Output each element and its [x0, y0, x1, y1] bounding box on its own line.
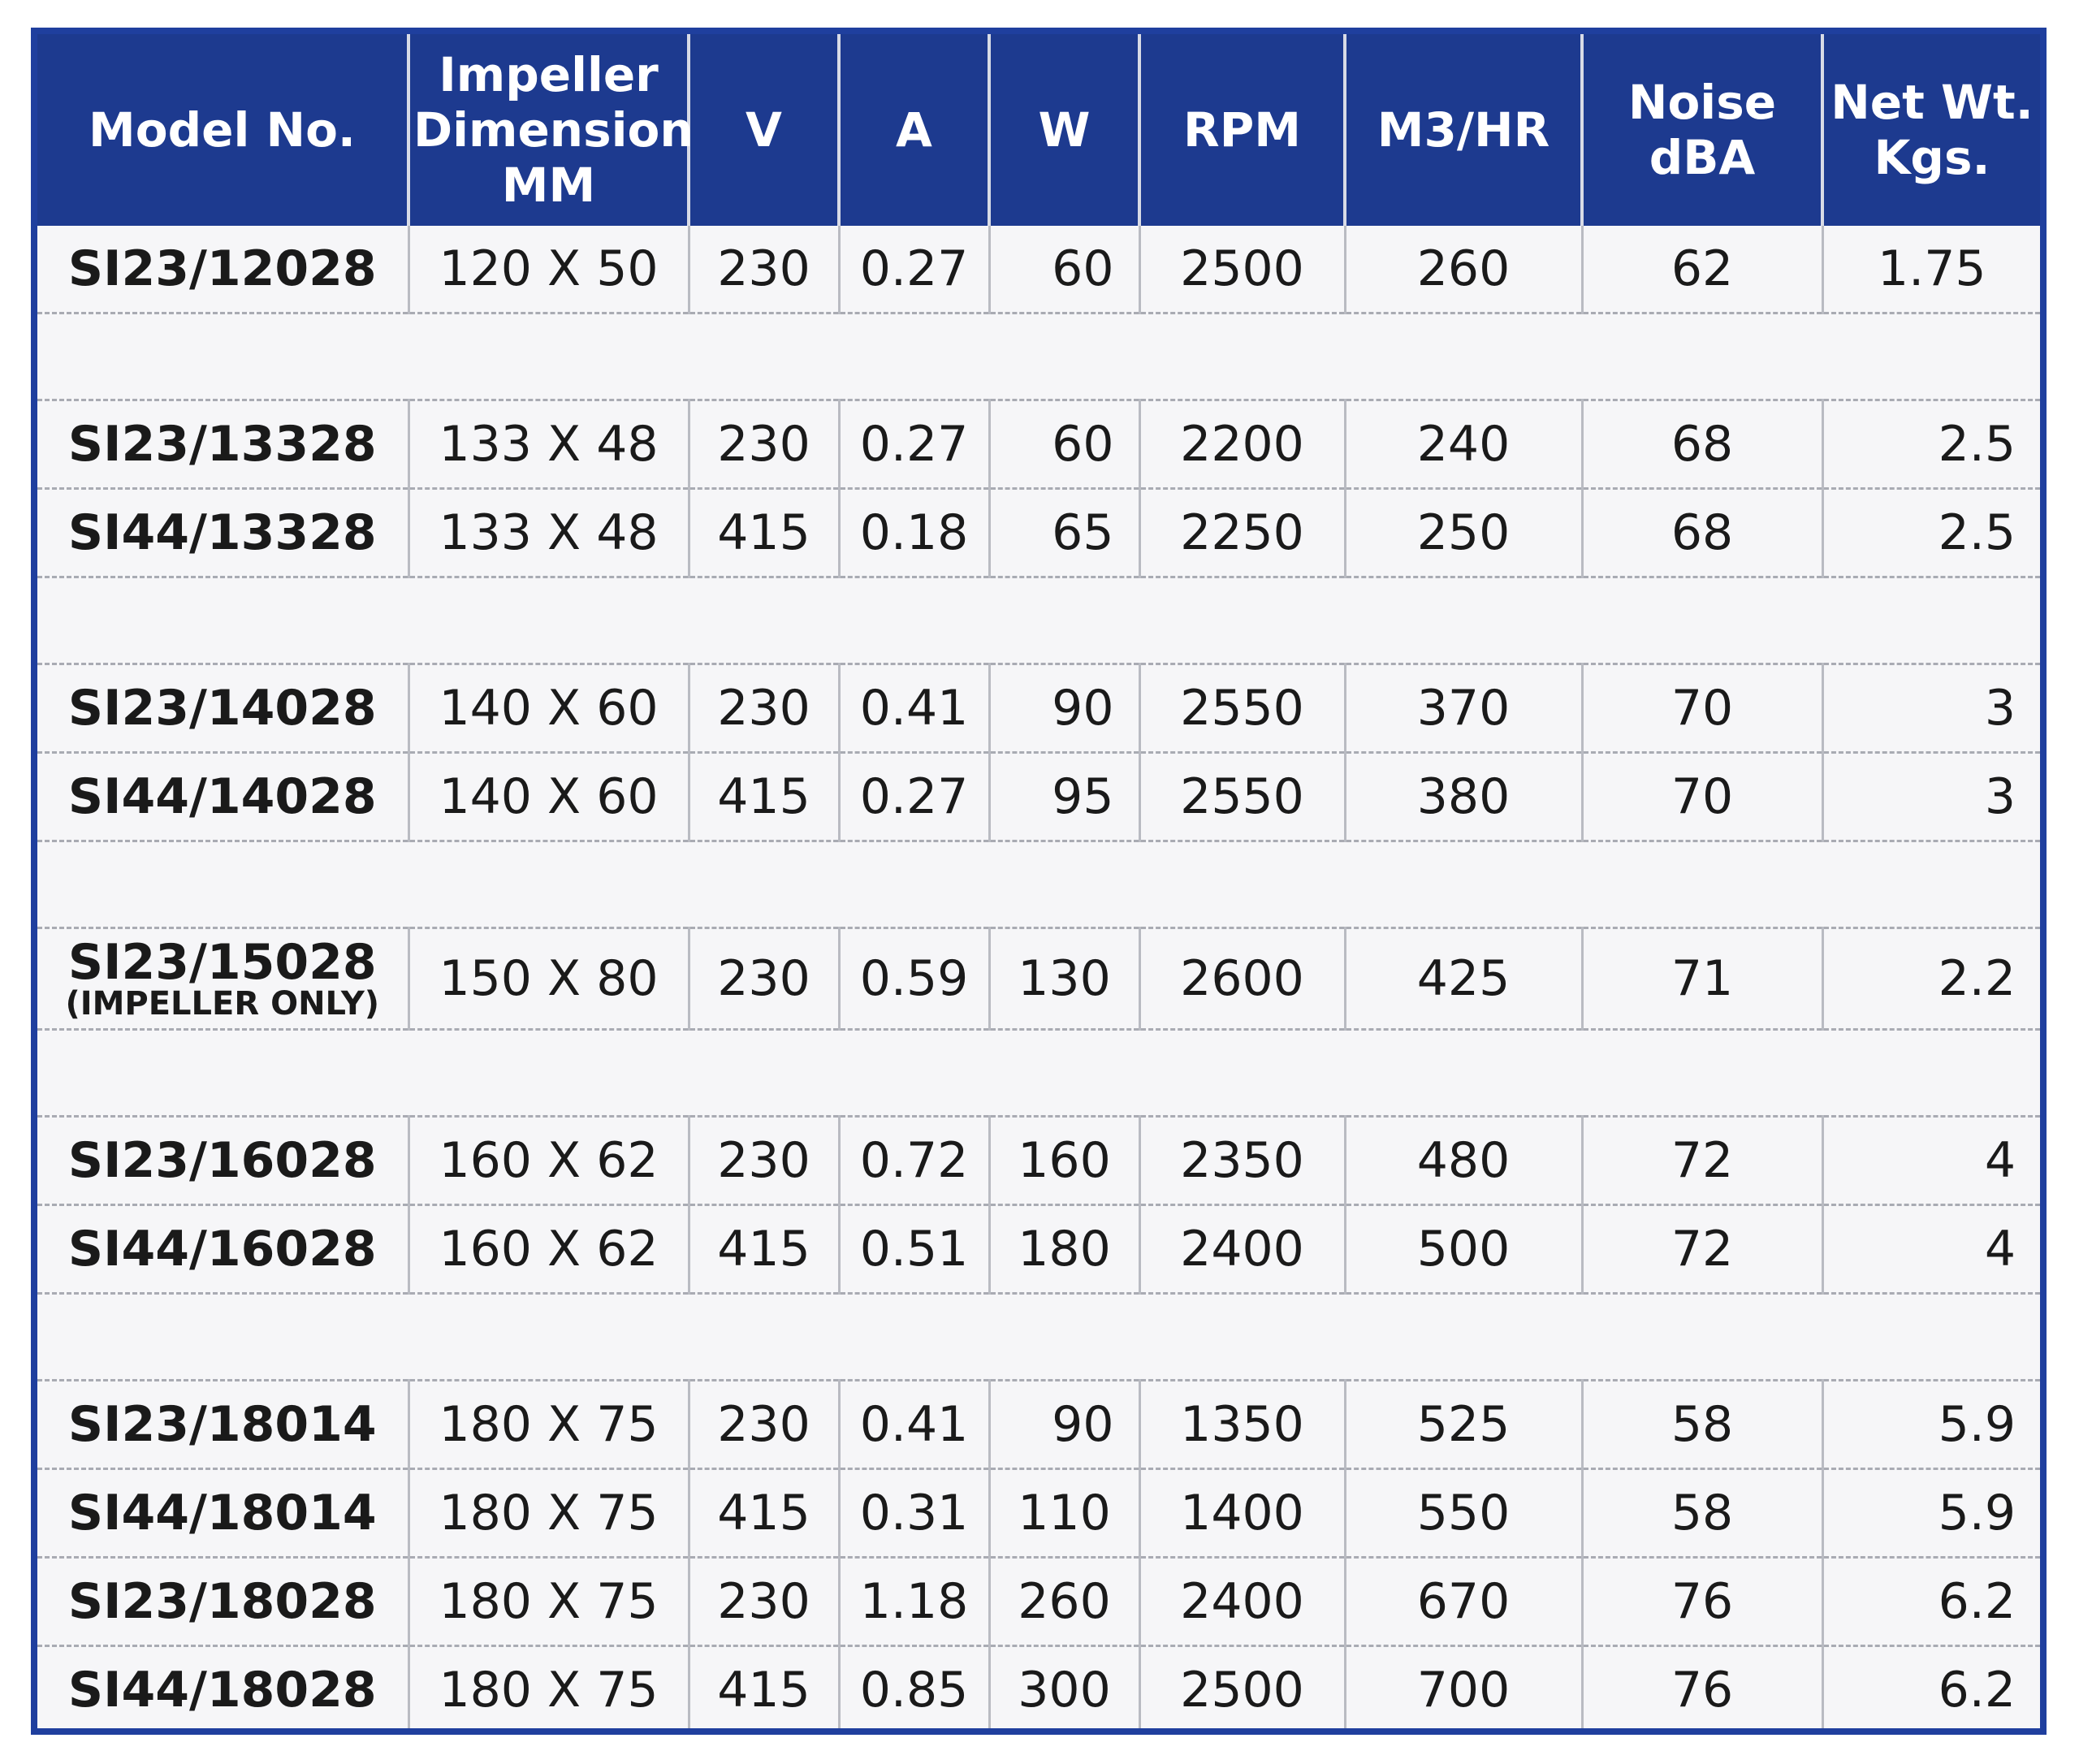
group-spacer	[37, 841, 2040, 928]
cell-rpm: 2500	[1139, 1646, 1345, 1735]
cell-net-weight: 2.2	[1822, 928, 2040, 1030]
cell-airflow: 260	[1345, 226, 1582, 313]
header-rpm: RPM	[1139, 34, 1345, 226]
cell-impeller: 150 X 80	[408, 928, 689, 1030]
cell-rpm: 2350	[1139, 1117, 1345, 1205]
cell-watts: 90	[989, 1381, 1139, 1469]
cell-rpm: 2250	[1139, 489, 1345, 577]
cell-watts: 300	[989, 1646, 1139, 1735]
cell-impeller: 180 X 75	[408, 1646, 689, 1735]
header-watts: W	[989, 34, 1139, 226]
table-row	[37, 664, 2040, 753]
cell-airflow: 550	[1345, 1469, 1582, 1558]
cell-watts: 90	[989, 664, 1139, 753]
cell-airflow: 250	[1345, 489, 1582, 577]
cell-impeller: 133 X 48	[408, 400, 689, 489]
header-impeller-dimension: Impeller Dimension MM	[408, 34, 689, 226]
group-spacer	[37, 313, 2040, 400]
cell-volts: 415	[689, 1205, 839, 1294]
cell-noise: 62	[1582, 226, 1822, 313]
cell-volts: 230	[689, 664, 839, 753]
cell-model: SI23/12028	[37, 226, 408, 313]
cell-noise: 72	[1582, 1117, 1822, 1205]
header-model: Model No.	[37, 34, 408, 226]
group-spacer	[37, 577, 2040, 664]
cell-impeller: 160 X 62	[408, 1117, 689, 1205]
cell-net-weight: 3	[1822, 664, 2040, 753]
table-row	[37, 753, 2040, 841]
cell-amps: 0.18	[839, 489, 989, 577]
cell-airflow: 525	[1345, 1381, 1582, 1469]
cell-net-weight: 2.5	[1822, 400, 2040, 489]
cell-amps: 0.27	[839, 400, 989, 489]
cell-amps: 1.18	[839, 1558, 989, 1646]
cell-impeller: 180 X 75	[408, 1469, 689, 1558]
cell-rpm: 2200	[1139, 400, 1345, 489]
cell-noise: 58	[1582, 1469, 1822, 1558]
cell-watts: 260	[989, 1558, 1139, 1646]
cell-rpm: 2550	[1139, 753, 1345, 841]
header-amps: A	[839, 34, 989, 226]
cell-amps: 0.27	[839, 753, 989, 841]
cell-watts: 60	[989, 400, 1139, 489]
cell-volts: 230	[689, 1558, 839, 1646]
cell-airflow: 670	[1345, 1558, 1582, 1646]
header-airflow: M3/HR	[1345, 34, 1582, 226]
cell-noise: 58	[1582, 1381, 1822, 1469]
cell-model: SI23/18014	[37, 1381, 408, 1469]
cell-amps: 0.51	[839, 1205, 989, 1294]
cell-net-weight: 6.2	[1822, 1558, 2040, 1646]
header-noise: Noise dBA	[1582, 34, 1822, 226]
cell-noise: 68	[1582, 489, 1822, 577]
cell-rpm: 2600	[1139, 928, 1345, 1030]
cell-airflow: 240	[1345, 400, 1582, 489]
cell-airflow: 700	[1345, 1646, 1582, 1735]
cell-net-weight: 2.5	[1822, 489, 2040, 577]
cell-noise: 72	[1582, 1205, 1822, 1294]
header-volts: V	[689, 34, 839, 226]
table-row	[37, 1558, 2040, 1646]
cell-model: SI23/18028	[37, 1558, 408, 1646]
model-number: SI23/15028	[67, 934, 377, 991]
cell-impeller: 133 X 48	[408, 489, 689, 577]
cell-impeller: 160 X 62	[408, 1205, 689, 1294]
cell-model: SI44/16028	[37, 1205, 408, 1294]
cell-rpm: 2400	[1139, 1205, 1345, 1294]
cell-net-weight: 5.9	[1822, 1469, 2040, 1558]
header-row	[37, 34, 2040, 226]
cell-rpm: 1400	[1139, 1469, 1345, 1558]
cell-impeller: 120 X 50	[408, 226, 689, 313]
cell-impeller: 140 X 60	[408, 753, 689, 841]
cell-model: SI44/18028	[37, 1646, 408, 1735]
cell-volts: 415	[689, 1469, 839, 1558]
cell-amps: 0.27	[839, 226, 989, 313]
cell-amps: 0.41	[839, 664, 989, 753]
cell-model: SI44/13328	[37, 489, 408, 577]
cell-noise: 70	[1582, 753, 1822, 841]
cell-watts: 110	[989, 1469, 1139, 1558]
cell-rpm: 2500	[1139, 226, 1345, 313]
cell-model: SI23/14028	[37, 664, 408, 753]
model-note: (IMPELLER ONLY)	[65, 985, 380, 1023]
cell-volts: 230	[689, 1381, 839, 1469]
table-row	[37, 928, 2040, 1030]
cell-noise: 70	[1582, 664, 1822, 753]
cell-rpm: 1350	[1139, 1381, 1345, 1469]
cell-amps: 0.85	[839, 1646, 989, 1735]
cell-volts: 415	[689, 753, 839, 841]
cell-volts: 415	[689, 1646, 839, 1735]
cell-amps: 0.31	[839, 1469, 989, 1558]
table-row	[37, 1117, 2040, 1205]
cell-model: SI44/14028	[37, 753, 408, 841]
cell-volts: 230	[689, 226, 839, 313]
cell-noise: 71	[1582, 928, 1822, 1030]
cell-model: SI44/18014	[37, 1469, 408, 1558]
cell-net-weight: 4	[1822, 1205, 2040, 1294]
table-row	[37, 226, 2040, 313]
cell-volts: 230	[689, 400, 839, 489]
cell-model	[37, 928, 408, 1030]
table-row	[37, 1469, 2040, 1558]
cell-amps: 0.59	[839, 928, 989, 1030]
header-net-weight: Net Wt. Kgs.	[1822, 34, 2040, 226]
cell-volts: 230	[689, 1117, 839, 1205]
table-row	[37, 1381, 2040, 1469]
cell-watts: 60	[989, 226, 1139, 313]
cell-model: SI23/16028	[37, 1117, 408, 1205]
spec-table-frame	[31, 28, 2047, 1735]
cell-rpm: 2400	[1139, 1558, 1345, 1646]
cell-watts: 130	[989, 928, 1139, 1030]
cell-net-weight: 5.9	[1822, 1381, 2040, 1469]
table-row	[37, 1646, 2040, 1735]
group-spacer	[37, 1294, 2040, 1381]
table-row	[37, 489, 2040, 577]
cell-impeller: 180 X 75	[408, 1381, 689, 1469]
cell-noise: 68	[1582, 400, 1822, 489]
cell-airflow: 370	[1345, 664, 1582, 753]
table-row	[37, 1205, 2040, 1294]
cell-airflow: 425	[1345, 928, 1582, 1030]
group-spacer	[37, 1030, 2040, 1117]
fan-specification-table	[37, 34, 2040, 1735]
table-row	[37, 400, 2040, 489]
cell-airflow: 480	[1345, 1117, 1582, 1205]
cell-rpm: 2550	[1139, 664, 1345, 753]
cell-airflow: 380	[1345, 753, 1582, 841]
cell-net-weight: 1.75	[1822, 226, 2040, 313]
cell-watts: 180	[989, 1205, 1139, 1294]
cell-noise: 76	[1582, 1646, 1822, 1735]
cell-impeller: 180 X 75	[408, 1558, 689, 1646]
cell-net-weight: 6.2	[1822, 1646, 2040, 1735]
cell-watts: 160	[989, 1117, 1139, 1205]
cell-net-weight: 4	[1822, 1117, 2040, 1205]
cell-volts: 230	[689, 928, 839, 1030]
cell-noise: 76	[1582, 1558, 1822, 1646]
cell-watts: 95	[989, 753, 1139, 841]
cell-impeller: 140 X 60	[408, 664, 689, 753]
cell-model: SI23/13328	[37, 400, 408, 489]
cell-amps: 0.41	[839, 1381, 989, 1469]
cell-amps: 0.72	[839, 1117, 989, 1205]
cell-watts: 65	[989, 489, 1139, 577]
cell-volts: 415	[689, 489, 839, 577]
cell-airflow: 500	[1345, 1205, 1582, 1294]
cell-net-weight: 3	[1822, 753, 2040, 841]
